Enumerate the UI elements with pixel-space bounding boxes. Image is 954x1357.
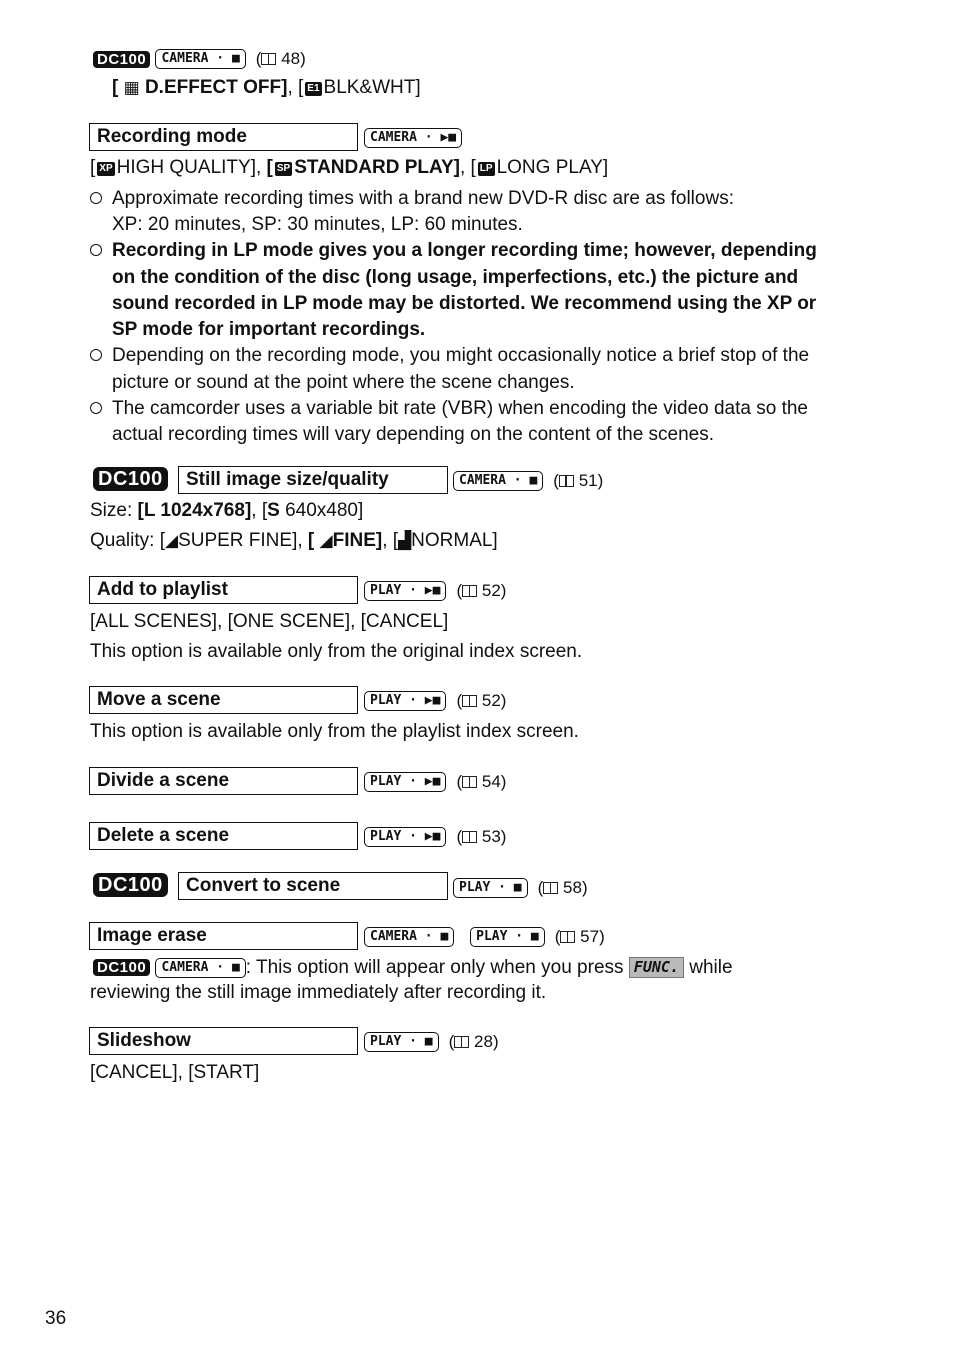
note-text: XP: 20 minutes, SP: 30 minutes, LP: 60 minutes. xyxy=(112,214,523,235)
play-movie-mode-icon: PLAY · ▶■ xyxy=(364,691,446,711)
recording-mode-options: [ XP HIGH QUALITY], [ SP STANDARD PLAY], [ LP LONG PLAY] xyxy=(90,157,609,178)
note-bullet xyxy=(90,240,102,262)
convert-scene-mode xyxy=(453,877,588,899)
slideshow-options: [CANCEL], [START] xyxy=(90,1062,260,1083)
note-bullet xyxy=(90,188,102,210)
note-text: actual recording times will vary depending on the content of the scenes. xyxy=(112,424,715,445)
book-icon xyxy=(462,695,477,707)
book-icon xyxy=(543,882,558,894)
add-playlist-mode xyxy=(364,580,506,602)
convert-dc100 xyxy=(93,873,168,897)
note-text: Approximate recording times with a brand new DVD-R disc are as follows: xyxy=(112,188,734,209)
book-icon xyxy=(559,475,574,487)
dc100-badge: DC100 xyxy=(93,959,150,976)
camera-photo-mode-icon: CAMERA · ■ xyxy=(364,927,454,947)
add-playlist-note: This option is available only from the original index screen. xyxy=(90,641,583,662)
page-number: 36 xyxy=(45,1308,67,1329)
note-text: SP mode for important recordings. xyxy=(112,319,426,340)
note-text: on the condition of the disc (long usage, imperfections, etc.) the picture and xyxy=(112,267,799,288)
book-icon xyxy=(462,776,477,788)
dc100-badge: DC100 xyxy=(93,51,150,68)
note-text: The camcorder uses a variable bit rate (VBR) when encoding the video data so the xyxy=(112,398,808,419)
size-large-icon: L xyxy=(143,500,156,521)
still-image-mode xyxy=(453,470,603,492)
convert-scene-ref: ( 58) xyxy=(537,878,588,897)
book-icon xyxy=(462,831,477,843)
play-photo-mode-icon: PLAY · ■ xyxy=(470,927,545,947)
play-photo-mode-icon: PLAY · ■ xyxy=(453,878,528,898)
dc100-badge: DC100 xyxy=(93,873,168,897)
move-scene-title: Move a scene xyxy=(89,686,358,714)
slideshow-ref: ( 28) xyxy=(448,1032,499,1051)
recording-mode-mode xyxy=(364,127,462,149)
divide-scene-ref: ( 54) xyxy=(456,772,507,791)
note-bullet xyxy=(90,345,102,367)
dc100-badge: DC100 xyxy=(93,467,168,491)
still-size-options: Size: [L 1024x768], [S 640x480] xyxy=(90,500,364,521)
lp-icon: LP xyxy=(479,163,493,174)
image-erase-title: Image erase xyxy=(89,922,358,950)
divide-scene-title: Divide a scene xyxy=(89,767,358,795)
note-text: Depending on the recording mode, you might occasionally notice a brief stop of the xyxy=(112,345,810,366)
slideshow-mode xyxy=(364,1031,499,1053)
bullet-icon xyxy=(90,402,102,414)
effects-mode-line xyxy=(93,48,306,70)
still-image-title: Still image size/quality xyxy=(178,466,448,494)
recording-mode-title: Recording mode xyxy=(89,123,358,151)
note-text: Recording in LP mode gives you a longer recording time; however, depending xyxy=(112,240,817,261)
bullet-icon xyxy=(90,244,102,256)
camera-photo-mode-icon: CAMERA · ■ xyxy=(453,471,543,491)
size-small-icon: S xyxy=(267,500,280,521)
fine-icon: ◢ xyxy=(319,531,333,550)
play-movie-mode-icon: PLAY · ▶■ xyxy=(364,772,446,792)
e1-icon: E1 xyxy=(307,83,320,94)
image-erase-note-line2: reviewing the still image immediately after recording it. xyxy=(90,982,547,1003)
effects-options: [ ▦ D.EFFECT OFF], [ E1 BLK&WHT] xyxy=(112,77,421,98)
note-text: picture or sound at the point where the scene changes. xyxy=(112,372,575,393)
still-image-ref: ( 51) xyxy=(553,471,604,490)
func-button-label: FUNC. xyxy=(629,957,684,978)
move-scene-note: This option is available only from the playlist index screen. xyxy=(90,721,579,742)
add-playlist-ref: ( 52) xyxy=(456,581,507,600)
delete-scene-ref: ( 53) xyxy=(456,827,507,846)
bullet-icon xyxy=(90,349,102,361)
effects-ref: ( 48) xyxy=(255,49,306,68)
book-icon xyxy=(462,585,477,597)
add-playlist-options: [ALL SCENES], [ONE SCENE], [CANCEL] xyxy=(90,611,449,632)
note-bullet xyxy=(90,398,102,420)
note-text: sound recorded in LP mode may be distorted. We recommend using the XP or xyxy=(112,293,817,314)
camera-movie-mode-icon: CAMERA · ▶■ xyxy=(364,128,462,148)
image-erase-note: DC100 CAMERA · ■ : This option will appear only when you press FUNC. while xyxy=(93,957,733,979)
slideshow-title: Slideshow xyxy=(89,1027,358,1055)
xp-icon: XP xyxy=(99,163,113,174)
image-erase-ref: ( 57) xyxy=(554,927,605,946)
convert-scene-title: Convert to scene xyxy=(178,872,448,900)
move-scene-mode xyxy=(364,690,506,712)
book-icon xyxy=(261,53,276,65)
image-erase-mode xyxy=(364,926,605,948)
delete-scene-title: Delete a scene xyxy=(89,822,358,850)
book-icon xyxy=(560,931,575,943)
delete-scene-mode xyxy=(364,826,506,848)
still-quality-options: Quality: [◢SUPER FINE], [ ◢FINE], [▟NORMAL] xyxy=(90,530,498,551)
sp-icon: SP xyxy=(276,163,291,174)
add-to-playlist-title: Add to playlist xyxy=(89,576,358,604)
super-fine-icon: ◢ xyxy=(164,531,179,550)
divide-scene-mode xyxy=(364,771,506,793)
still-dc100 xyxy=(93,467,168,491)
recording-notes xyxy=(90,188,860,450)
play-photo-mode-icon: PLAY · ■ xyxy=(364,1032,439,1052)
move-scene-ref: ( 52) xyxy=(456,691,507,710)
play-movie-mode-icon: PLAY · ▶■ xyxy=(364,827,446,847)
camera-photo-mode-icon: CAMERA · ■ xyxy=(155,958,245,978)
bullet-icon xyxy=(90,192,102,204)
play-movie-mode-icon: PLAY · ▶■ xyxy=(364,581,446,601)
normal-icon: ▟ xyxy=(398,531,412,550)
camera-photo-mode-icon: CAMERA · ■ xyxy=(155,49,245,69)
book-icon xyxy=(454,1036,469,1048)
effect-off-icon: ▦ xyxy=(123,78,140,97)
